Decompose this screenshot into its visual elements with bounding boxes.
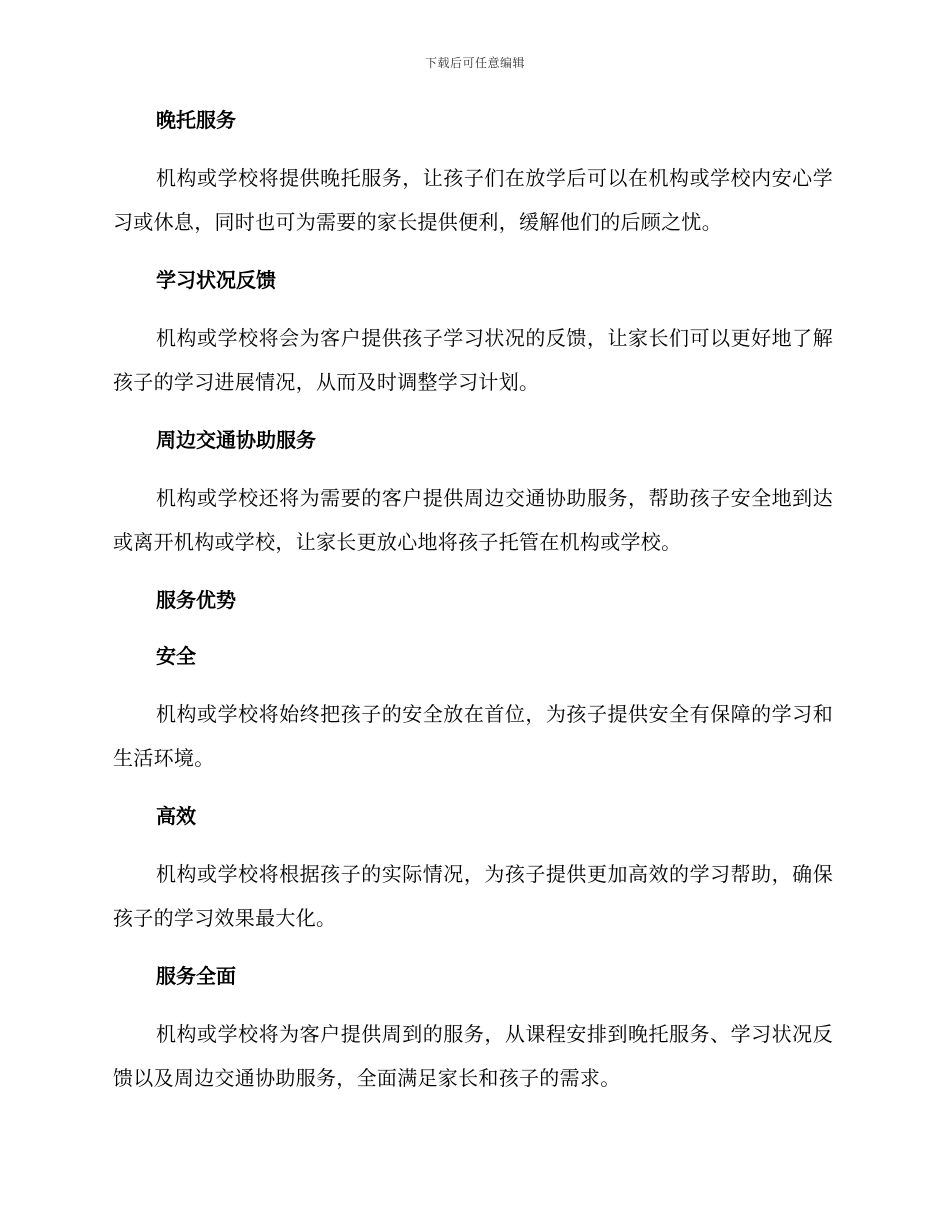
page-header-note: 下载后可任意编辑 <box>424 56 525 70</box>
section-heading-transport-assist: 周边交通协助服务 <box>156 428 316 452</box>
section-heading-service-advantages: 服务优势 <box>156 588 236 612</box>
section-paragraph-safety: 机构或学校将始终把孩子的安全放在首位，为孩子提供安全有保障的学习和生活环境。 <box>113 702 833 770</box>
section-paragraph-transport-assist: 机构或学校还将为需要的客户提供周边交通协助服务，帮助孩子安全地到达或离开机构或学校，让家长更放心地将孩子托管在机构或学校。 <box>113 486 833 554</box>
section-paragraph-comprehensive: 机构或学校将为客户提供周到的服务，从课程安排到晚托服务、学习状况反馈以及周边交通协助服务，全面满足家长和孩子的需求。 <box>113 1022 833 1090</box>
section-paragraph-evening-care: 机构或学校将提供晚托服务，让孩子们在放学后可以在机构或学校内安心学习或休息，同时也可为需要的家长提供便利，缓解他们的后顾之忧。 <box>113 166 833 234</box>
section-paragraph-learning-feedback: 机构或学校将会为客户提供孩子学习状况的反馈，让家长们可以更好地了解孩子的学习进展情况，从而及时调整学习计划。 <box>113 326 833 394</box>
section-paragraph-efficiency: 机构或学校将根据孩子的实际情况，为孩子提供更加高效的学习帮助，确保孩子的学习效果最大化。 <box>113 862 833 930</box>
section-heading-efficiency: 高效 <box>156 804 196 828</box>
section-heading-safety: 安全 <box>156 644 196 668</box>
section-heading-comprehensive: 服务全面 <box>156 964 236 988</box>
section-heading-evening-care: 晚托服务 <box>156 108 236 132</box>
section-heading-learning-feedback: 学习状况反馈 <box>156 268 276 292</box>
document-body <box>113 108 833 1100</box>
